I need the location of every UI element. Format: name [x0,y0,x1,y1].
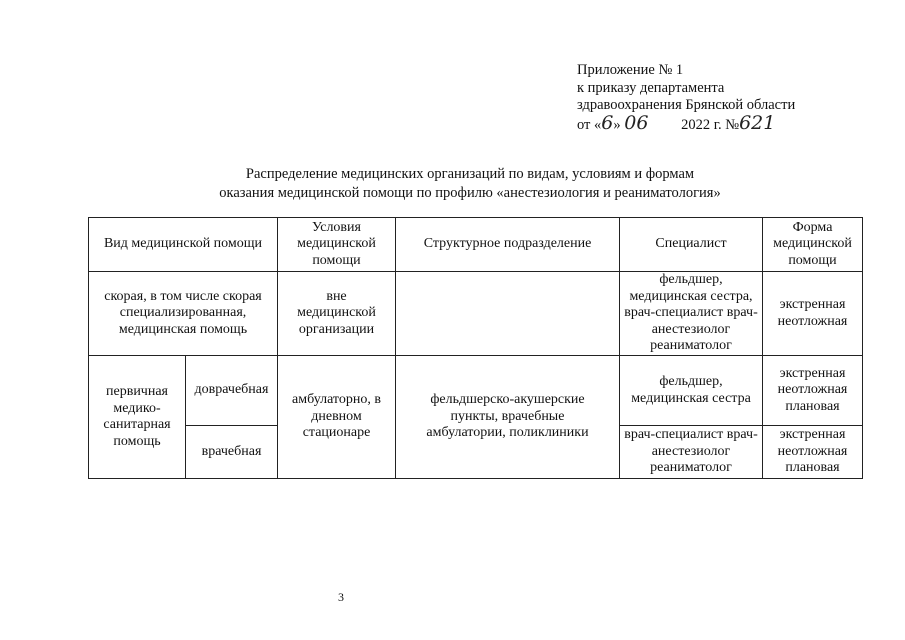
handwritten-order-number: 621 [739,111,776,134]
cell-form-physician: экстренная неотложная плановая [763,426,863,479]
header-conditions: Условия медицинской помощи [278,218,396,272]
table-row [89,272,863,356]
annex-block [577,62,795,134]
year-and-number-label: 2022 г. № [681,116,740,133]
annex-title: Приложение № 1 [577,62,684,78]
header-row [89,218,863,272]
document-title [150,165,790,203]
header-form: Форма медицинской помощи [763,218,863,272]
date-mid: » [613,116,621,133]
cell-type-emergency: скорая, в том числе скорая специализированная, медицинская помощь [89,272,278,356]
cell-subtype-physician: врачебная [186,426,278,479]
annex-order-line: к приказу департамента [577,79,725,96]
cell-division-empty [396,272,620,356]
title-line-2: оказания медицинской помощи по профилю «анестезиология и реаниматология» [219,185,721,201]
header-specialist: Специалист [620,218,763,272]
table-row [89,356,863,426]
cell-division-clinics: фельдшерско-акушерские пункты, врачебные амбулатории, поликлиники [396,356,620,479]
cell-subtype-prephysician: доврачебная [186,356,278,426]
handwritten-month: 06 [624,111,649,134]
annex-department-line: здравоохранения Брянской области [577,97,796,113]
annex-date-line [577,111,795,135]
cell-specialist-emergency: фельдшер, медицинская сестра, врач-специалист врач-анестезиолог реаниматолог [620,272,763,356]
header-division: Структурное подразделение [396,218,620,272]
title-line-1: Распределение медицинских организаций по видам, условиям и формам [245,166,695,182]
handwritten-day: 6 [601,111,614,134]
cell-conditions-outside: вне медицинской организации [278,272,396,356]
cell-form-prephysician: экстренная неотложная плановая [763,356,863,426]
page-number: 3 [338,590,344,604]
cell-specialist-paramedic: фельдшер, медицинская сестра [620,356,763,426]
distribution-table [88,217,863,479]
cell-specialist-physician: врач-специалист врач-анестезиолог реаниматолог [620,426,763,479]
header-type: Вид медицинской помощи [89,218,278,272]
cell-type-primary: первичная медико-санитарная помощь [89,356,186,479]
date-prefix: от « [577,116,602,133]
cell-conditions-ambulatory: амбулаторно, в дневном стационаре [278,356,396,479]
cell-form-emergency: экстренная неотложная [763,272,863,356]
